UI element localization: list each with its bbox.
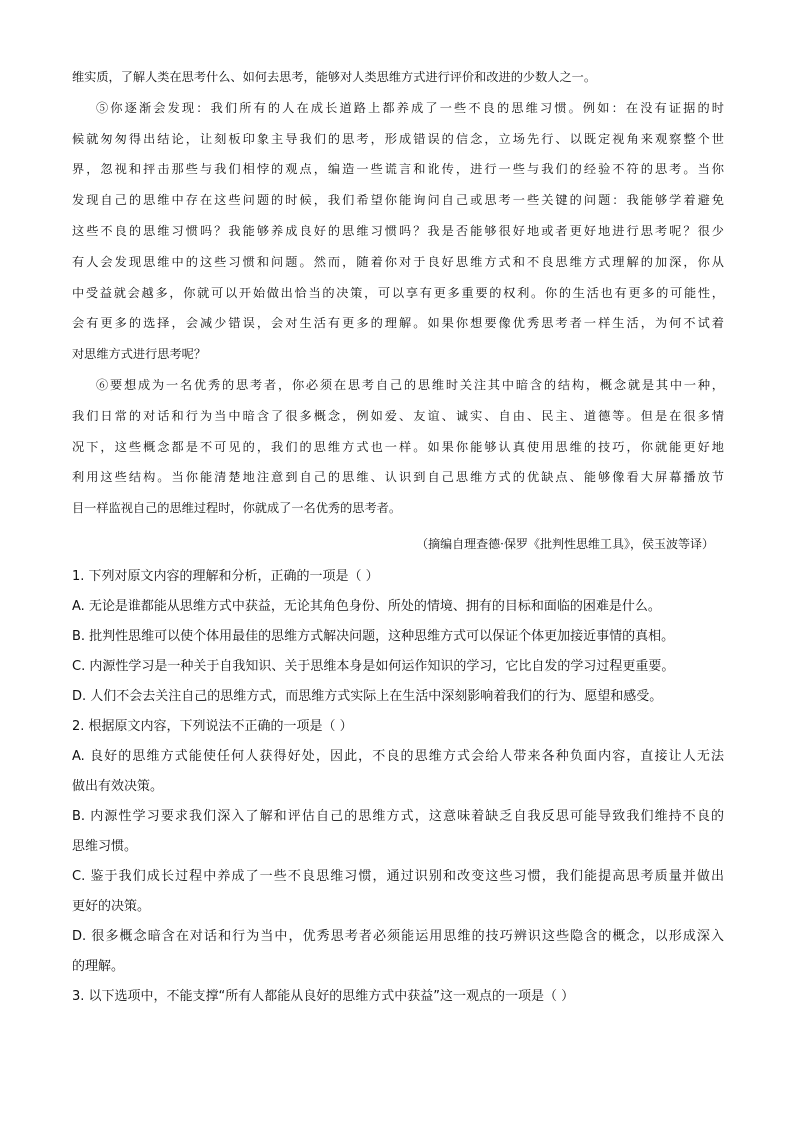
passage-line: 发现自己的思维中存在这些问题的时候，我们希望你能询问自己或思考一些关键的问题：我能够学着避免	[72, 193, 724, 208]
option-b	[72, 802, 724, 862]
passage-line: 对思维方式进行思考呢？	[72, 347, 207, 362]
option-a	[72, 742, 724, 802]
option-a: A. 无论是谁都能从思维方式中获益，无论其角色身份、所处的情境、拥有的目标和面临的困难是什么。	[72, 599, 661, 614]
passage-line: 目一样监视自己的思维过程时，你就成了一名优秀的思考者。	[72, 501, 402, 516]
option-line: C. 鉴于我们成长过程中养成了一些不良思维习惯，通过识别和改变这些习惯，我们能提高思考质量并做出	[72, 869, 724, 884]
question-3	[72, 982, 724, 1012]
passage-source: （摘编自理查德·保罗《批判性思维工具》，侯玉波等译）	[416, 537, 714, 551]
reading-passage	[72, 62, 724, 524]
passage-paragraph-5	[72, 93, 724, 370]
passage-line: 中受益就会越多，你就可以开始做出恰当的决策，可以享有更多重要的权利。你的生活也有更多的可能性，	[72, 285, 724, 300]
passage-line: ⑤你逐渐会发现：我们所有的人在成长道路上都养成了一些不良的思维习惯。例如：在没有证据的时	[96, 100, 724, 115]
option-c: C. 内源性学习是一种关于自我知识、关于思维本身是如何运作知识的学习，它比自发的学习过程更重要。	[72, 659, 675, 674]
passage-line: 候就匆匆得出结论，让刻板印象主导我们的思考，形成错误的信念，立场先行、以既定视角来观察整个世	[72, 131, 724, 146]
passage-line: 我们日常的对话和行为当中暗含了很多概念，例如爱、友谊、诚实、自由、民主、道德等。但是在很多情	[72, 408, 724, 423]
passage-paragraph-top	[72, 62, 724, 93]
passage-line: ⑥要想成为一名优秀的思考者，你必须在思考自己的思维时关注其中暗含的结构，概念就是其中一种，	[96, 377, 724, 392]
passage-paragraph-6	[72, 370, 724, 524]
option-line: B. 内源性学习要求我们深入了解和评估自己的思维方式，这意味着缺乏自我反思可能导致我们维持不良的	[72, 809, 724, 824]
question-stem: 3. 以下选项中，不能支撑“所有人都能从良好的思维方式中获益”这一观点的一项是（ ）	[72, 989, 575, 1004]
passage-line: 会有更多的选择，会减少错误，会对生活有更多的理解。如果你想要像优秀思考者一样生活，为何不试着	[72, 316, 724, 331]
option-line: A. 良好的思维方式能使任何人获得好处，因此，不良的思维方式会给人带来各种负面内容，直接让人无法	[72, 749, 724, 764]
passage-line: 界，忽视和抨击那些与我们相悖的观点，编造一些谎言和讹传，进行一些与我们的经验不符的思考。当你	[72, 162, 724, 177]
option-c	[72, 862, 724, 922]
option-line: 的理解。	[72, 959, 125, 974]
option-d: D. 人们不会去关注自己的思维方式，而思维方式实际上在生活中深刻影响着我们的行为、愿望和感受。	[72, 689, 663, 704]
option-d	[72, 922, 724, 982]
passage-line: 有人会发现思维中的这些习惯和问题。然而，随着你对于良好思维方式和不良思维方式理解的加深，你从	[72, 254, 724, 269]
passage-line: 利用这些结构。当你能清楚地注意到自己的思维、认识到自己思维方式的优缺点、能够像看大屏幕播放节	[72, 470, 724, 485]
question-list	[72, 562, 724, 1012]
passage-line: 维实质，了解人类在思考什么、如何去思考，能够对人类思维方式进行评价和改进的少数人之一。	[72, 70, 597, 84]
option-line: 更好的决策。	[72, 899, 151, 914]
question-stem: 1. 下列对原文内容的理解和分析，正确的一项是（ ）	[72, 569, 379, 584]
option-line: 思维习惯。	[72, 839, 138, 854]
option-line: D. 很多概念暗含在对话和行为当中，优秀思考者必须能运用思维的技巧辨识这些隐含的概念，以形成深入	[72, 929, 724, 944]
question-stem: 2. 根据原文内容，下列说法不正确的一项是（ ）	[72, 719, 353, 734]
passage-line: 况下，这些概念都是不可见的，我们的思维方式也一样。如果你能够认真使用思维的技巧，你就能更好地	[72, 439, 724, 454]
question-2	[72, 712, 724, 982]
passage-line: 这些不良的思维习惯吗？我能够养成良好的思维习惯吗？我是否能够很好地或者更好地进行思考呢？很少	[72, 223, 724, 238]
option-line: 做出有效决策。	[72, 779, 164, 794]
option-b: B. 批判性思维可以使个体用最佳的思维方式解决问题，这种思维方式可以保证个体更加接近事情的真相。	[72, 629, 675, 644]
question-1	[72, 562, 724, 712]
